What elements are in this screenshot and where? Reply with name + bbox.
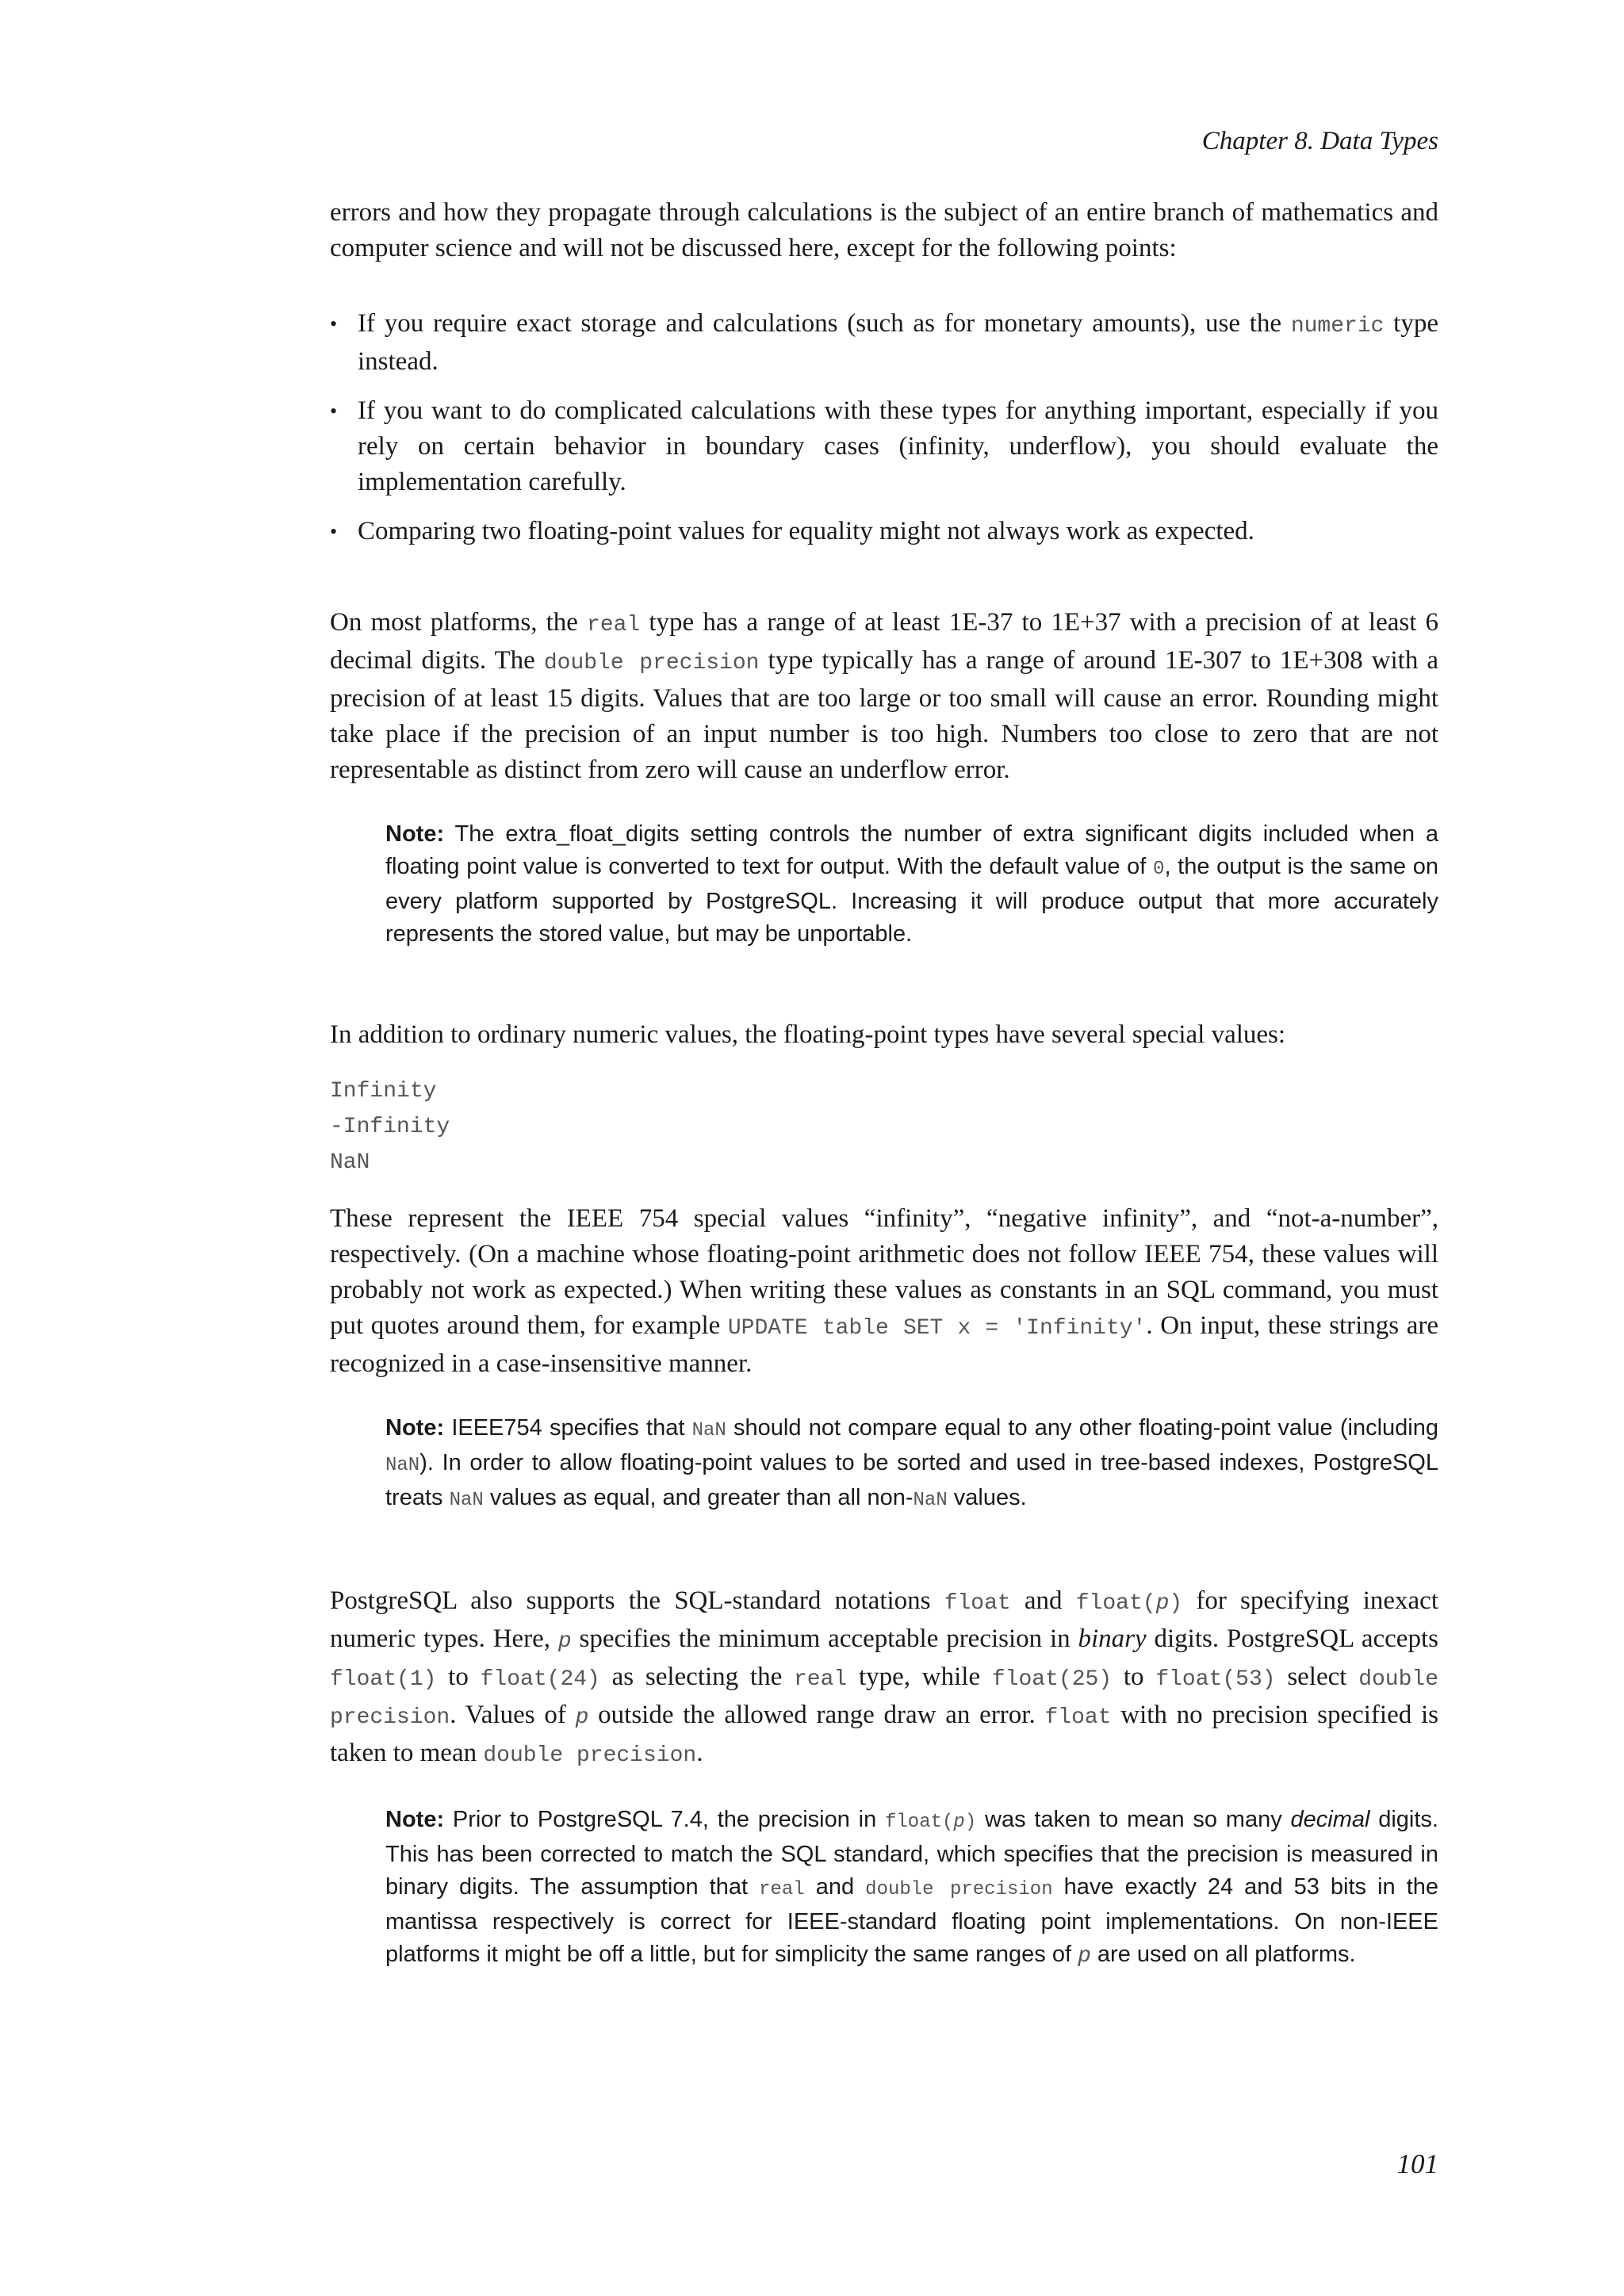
page-body — [330, 195, 1438, 1973]
range-paragraph: On most platforms, the real type has a range of at least 1E-37 to 1E+37 with a precision of at least 6 decimal digits. The double precision type typically has a range of around 1E-307 to 1E+308 with a precision of at least 15 digits. Values that are too large or too small will cause an error. Rounding might take place if the precision of an input number is too high. Numbers too close to zero that are not representable as distinct from zero will cause an underflow error. — [330, 608, 1439, 784]
note-extra-float-digits: Note: The extra_float_digits setting controls the number of extra significant digits included when a floating point value is converted to text for output. With the default value of 0, the output is the same on every platform supported by PostgreSQL. Increasing it will produce output that more accurately represents the stored value, but may be unportable. — [385, 821, 1438, 947]
note-ieee754: Note: IEEE754 specifies that NaN should not compare equal to any other floating-point value (including NaN). In order to allow floating-point values to be sorted and used in tree-based indexes, PostgreSQL treats NaN values as equal, and greater than all non-NaN values. — [385, 1415, 1438, 1511]
ieee-paragraph: These represent the IEEE 754 special values “infinity”, “negative infinity”, and “not-a-number”, respectively. (On a machine whose floating-point arithmetic does not follow IEEE 754, these values will probably not work as expected.) When writing these values as constants in an SQL command, you must put quotes around them, for example UPDATE table SET x = 'Infinity'. On input, these strings are recognized in a case-insensitive manner. — [330, 1204, 1438, 1378]
special-values-block — [330, 1073, 1438, 1181]
note-label: Note: — [385, 821, 445, 847]
special-value: -Infinity — [330, 1115, 450, 1139]
caveat-list — [330, 306, 1438, 549]
code-double-precision: double precision — [543, 651, 760, 675]
list-item: • Comparing two floating-point values for equality might not always work as expected. — [330, 514, 1438, 549]
special-value: Infinity — [330, 1079, 437, 1104]
list-item: • If you want to do complicated calculations with these types for anything important, especially if you rely on certain behavior in boundary cases (infinity, underflow), you should evaluate the implementation carefully. — [330, 393, 1438, 500]
page-number: 101 — [1396, 2149, 1438, 2179]
float-notation-paragraph: PostgreSQL also supports the SQL-standard notations float and float(p) for specifying inexact numeric types. Here, p specifies the minimum acceptable precision in binary digits. PostgreSQL accepts float(1) to float(24) as selecting the real type, while float(25) to float(53) select double precision. Values of p outside the allowed range draw an error. float with no precision specified is taken to mean double precision. — [330, 1586, 1439, 1768]
code-numeric: numeric — [1290, 314, 1385, 339]
list-item: • If you require exact storage and calculations (such as for monetary amounts), use the numeric type instead. — [330, 306, 1438, 380]
code-real: real — [587, 613, 641, 637]
special-value: NaN — [330, 1150, 370, 1175]
special-values-intro: In addition to ordinary numeric values, the floating-point types have several special values: — [330, 1020, 1286, 1049]
intro-paragraph: errors and how they propagate through calculations is the subject of an entire branch of mathematics and computer science and will not be discussed here, except for the following points: — [330, 198, 1438, 262]
note-label: Note: — [385, 1415, 445, 1441]
running-header: Chapter 8. Data Types — [1201, 127, 1438, 155]
code-update-example: UPDATE table SET x = 'Infinity' — [727, 1316, 1147, 1341]
note-label: Note: — [385, 1807, 445, 1832]
note-float-precision-history: Note: Prior to PostgreSQL 7.4, the precision in float(p) was taken to mean so many decimal digits. This has been corrected to match the SQL standard, which specifies that the precision is measured in binary digits. The assumption that real and double precision have exactly 24 and 53 bits in the mantissa respectively is correct for IEEE-standard floating point implementations. On non-IEEE platforms it might be off a little, but for simplicity the same ranges of p are used on all platforms. — [385, 1807, 1439, 1969]
